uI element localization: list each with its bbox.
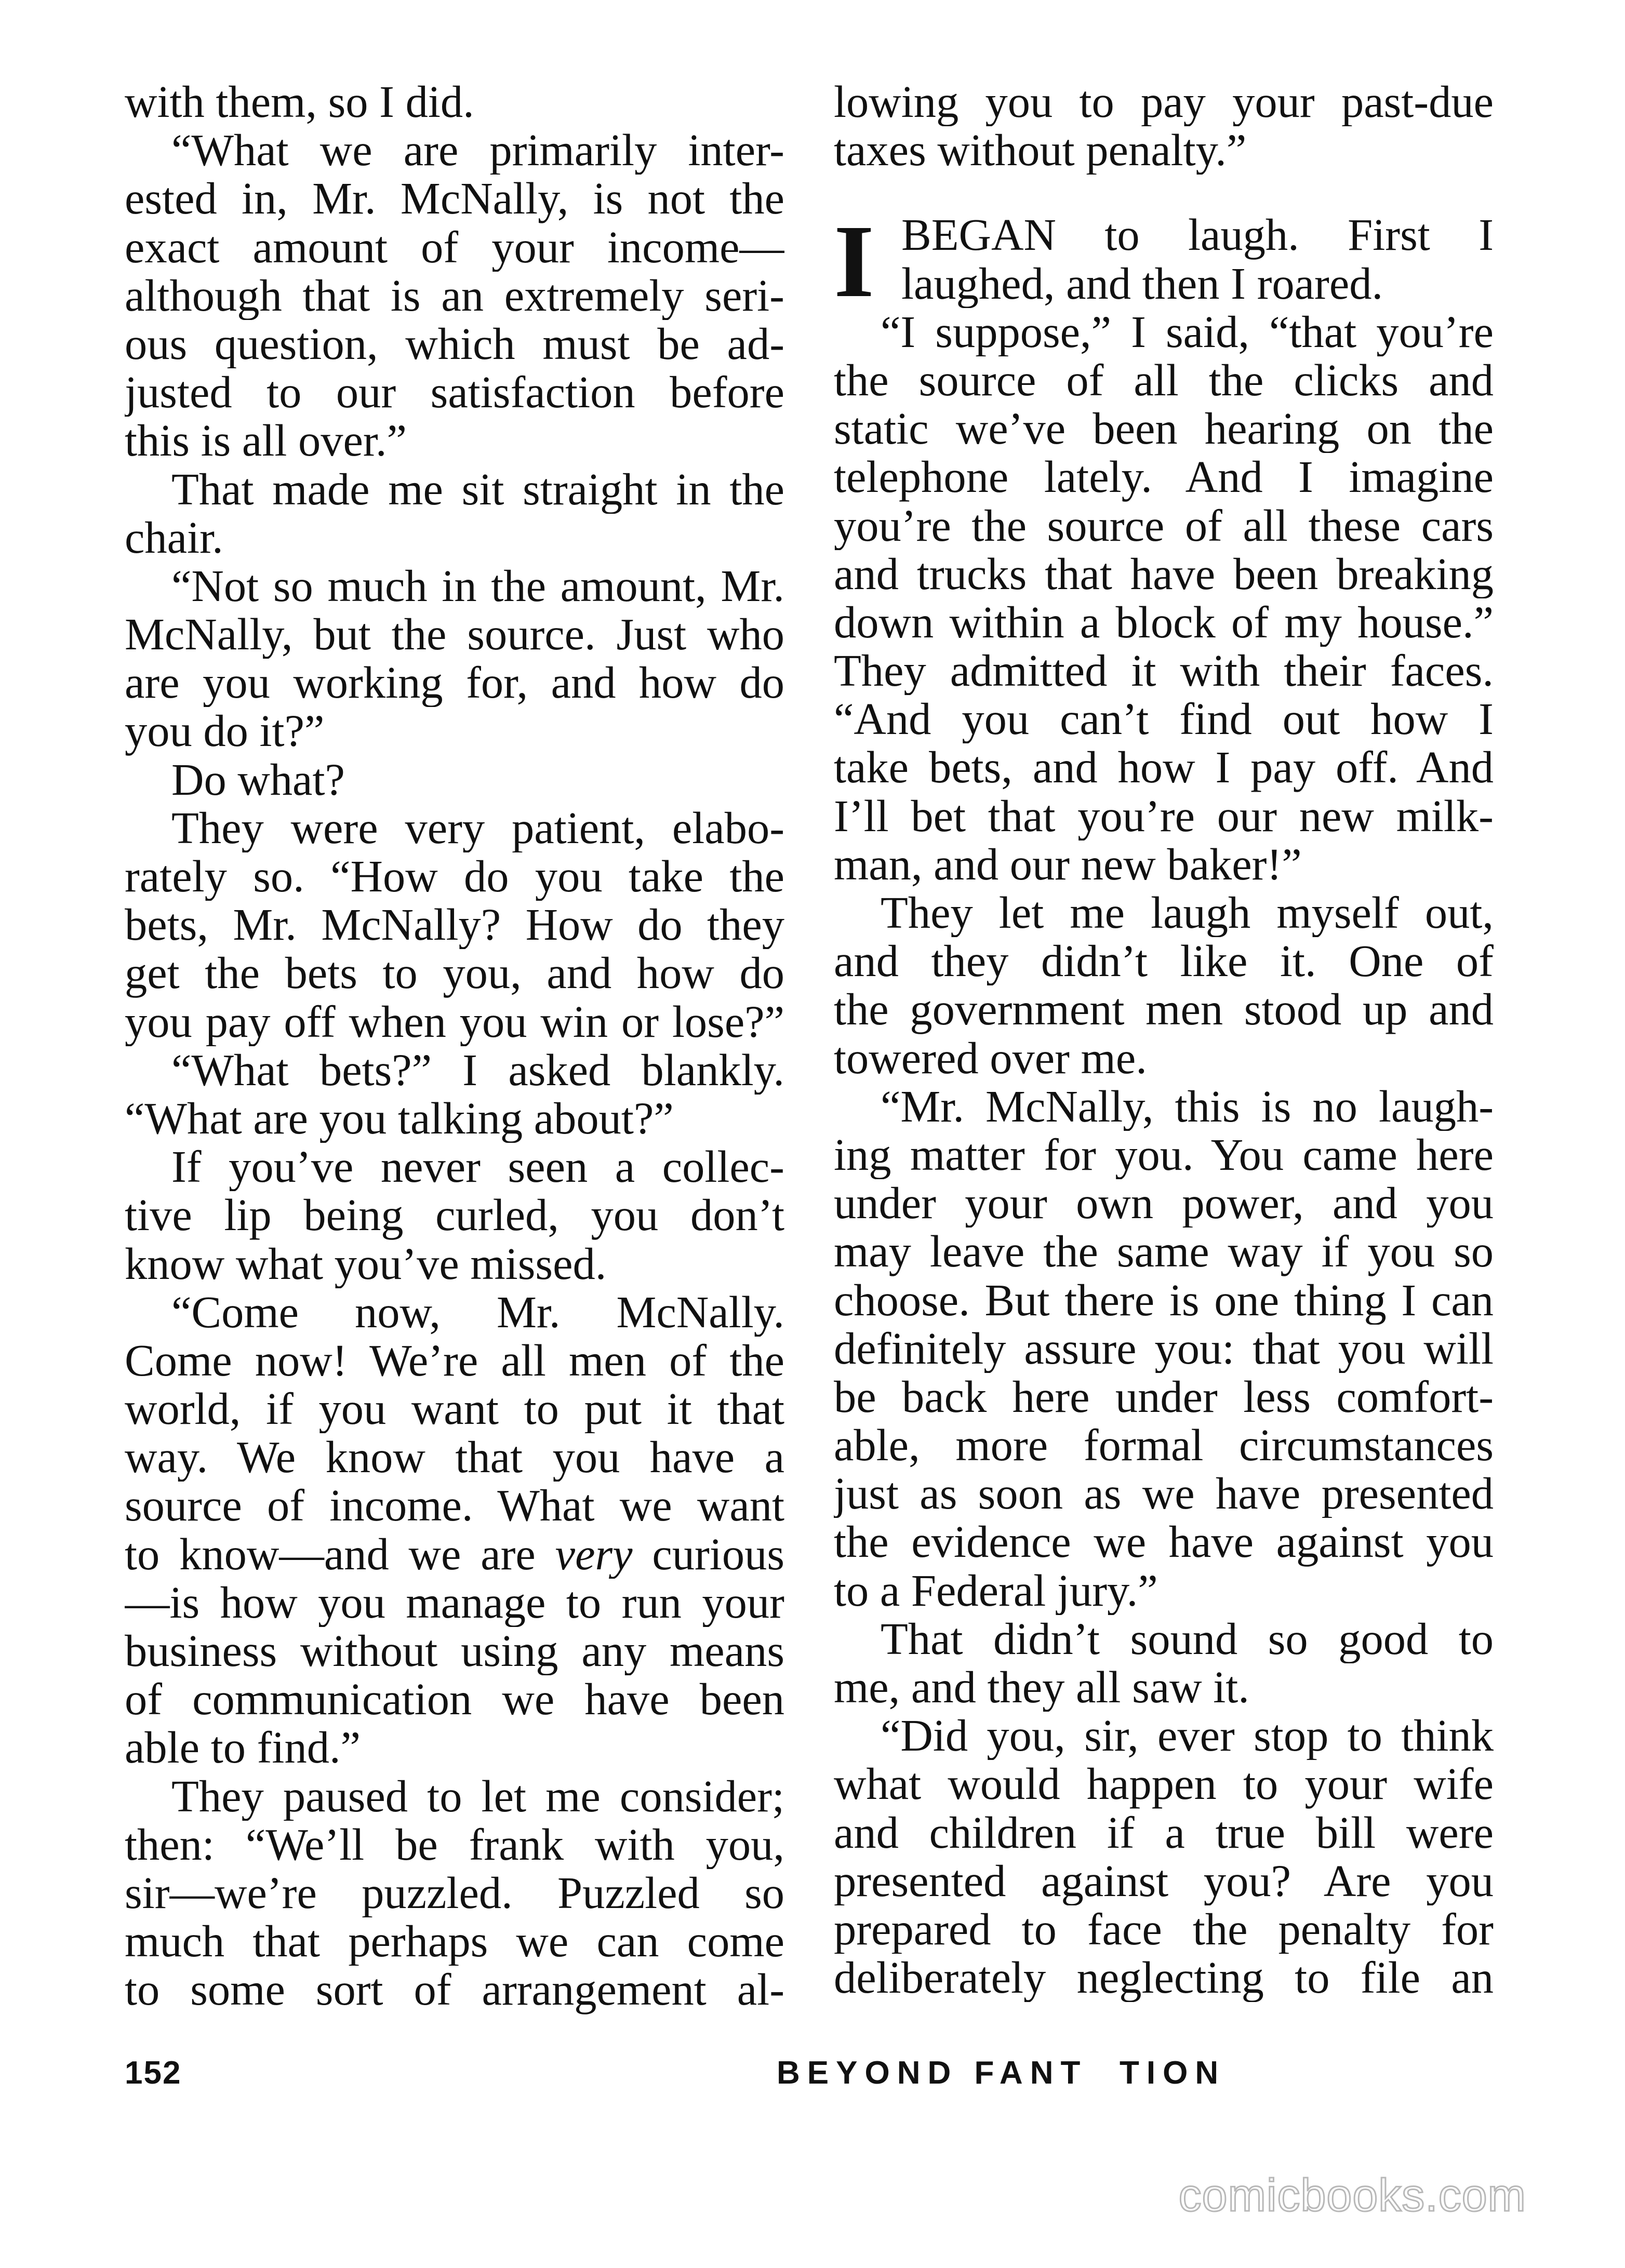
text-line: “Not so much in the amount, Mr. bbox=[171, 562, 784, 611]
text-line: presented against you? Are you bbox=[834, 1857, 1494, 1905]
text-line: you do it?” bbox=[125, 707, 325, 756]
dropcap-letter: I bbox=[834, 204, 874, 319]
text-line: and they didn’t like it. One of bbox=[834, 937, 1494, 986]
text-line: “I suppose,” I said, “that you’re bbox=[881, 308, 1494, 356]
text-line: and trucks that have been breaking bbox=[834, 550, 1494, 598]
dropcap-line-2: laughed, and then I roared. bbox=[901, 259, 1383, 308]
text-line: know what you’ve missed. bbox=[125, 1239, 607, 1288]
text-line: down within a block of my house.” bbox=[834, 598, 1494, 647]
text-line: If you’ve never seen a collec- bbox=[171, 1143, 784, 1192]
text-line: way. We know that you have a bbox=[125, 1433, 784, 1482]
text-line: “Did you, sir, ever stop to think bbox=[881, 1712, 1494, 1760]
text-line: able, more formal circumstances bbox=[834, 1421, 1494, 1470]
text-line: source of income. What we want bbox=[125, 1482, 784, 1530]
text-line: sir—we’re puzzled. Puzzled so bbox=[125, 1869, 784, 1918]
text-line: take bets, and how I pay off. And bbox=[834, 743, 1494, 792]
text-line: you’re the source of all these cars bbox=[834, 501, 1494, 550]
text-line: the government men stood up and bbox=[834, 985, 1494, 1034]
text-line: “What bets?” I asked blankly. bbox=[171, 1046, 784, 1095]
text-line: then: “We’ll be frank with you, bbox=[125, 1820, 784, 1869]
text-line: taxes without penalty.” bbox=[834, 126, 1247, 175]
text-line: I’ll bet that you’re our new milk- bbox=[834, 792, 1494, 841]
text-line: me, and they all saw it. bbox=[834, 1663, 1249, 1712]
text-line: chair. bbox=[125, 513, 223, 562]
text-line: and children if a true bill were bbox=[834, 1808, 1494, 1857]
text-line: ous question, which must be ad- bbox=[125, 319, 784, 369]
text-line: justed to our satisfaction before bbox=[125, 368, 784, 417]
text-line: “What we are primarily inter- bbox=[171, 126, 784, 175]
left-text-column bbox=[125, 78, 784, 2014]
text-line: —is how you manage to run your bbox=[125, 1578, 784, 1627]
magazine-title-tail: TION bbox=[1120, 2055, 1226, 2091]
text-line: rately so. “How do you take the bbox=[125, 852, 784, 901]
section-break-dropcap-paragraph bbox=[834, 204, 1494, 319]
text-line: They were very patient, elabo- bbox=[171, 804, 784, 852]
text-line: definitely assure you: that you will bbox=[834, 1324, 1494, 1373]
text-line: “Mr. McNally, this is no laugh- bbox=[881, 1082, 1494, 1131]
text-line: telephone lately. And I imagine bbox=[834, 453, 1494, 502]
text-line: may leave the same way if you so bbox=[834, 1228, 1494, 1276]
text-line: to some sort of arrangement al- bbox=[125, 1966, 784, 2014]
text-line: That didn’t sound so good to bbox=[881, 1615, 1494, 1663]
text-line: under your own power, and you bbox=[834, 1179, 1494, 1228]
text-line: towered over me. bbox=[834, 1034, 1147, 1083]
text-line: of communication we have been bbox=[125, 1675, 784, 1724]
text-line: much that perhaps we can come bbox=[125, 1917, 784, 1966]
text-line: “Come now, Mr. McNally. bbox=[171, 1288, 784, 1337]
text-line: tive lip being curled, you don’t bbox=[125, 1191, 784, 1240]
text-line: what would happen to your wife bbox=[834, 1760, 1494, 1809]
text-line: to a Federal jury.” bbox=[834, 1566, 1158, 1615]
text-line: business without using any means bbox=[125, 1627, 784, 1676]
text-line: with them, so I did. bbox=[125, 78, 474, 127]
emphasis: very bbox=[555, 1530, 633, 1579]
text-line: get the bets to you, and how do bbox=[125, 949, 784, 998]
text-line: just as soon as we have presented bbox=[834, 1470, 1494, 1518]
text-line: static we’ve been hearing on the bbox=[834, 405, 1494, 453]
text-line: That made me sit straight in the bbox=[171, 465, 784, 514]
text-line: Come now! We’re all men of the bbox=[125, 1336, 784, 1385]
text-line: although that is an extremely seri- bbox=[125, 271, 784, 320]
text-line: Do what? bbox=[171, 755, 345, 804]
text-line: man, and our new baker!” bbox=[834, 840, 1302, 889]
text-line: exact amount of your income— bbox=[125, 223, 784, 272]
text-line: ing matter for you. You came here bbox=[834, 1130, 1494, 1180]
page-number: 152 bbox=[125, 2055, 182, 2091]
text-line: “And you can’t find out how I bbox=[834, 695, 1494, 744]
text-line: ested in, Mr. McNally, is not the bbox=[125, 175, 784, 223]
dropcap-line-1: BEGAN to laugh. First I bbox=[901, 211, 1494, 260]
magazine-title-head: BEYOND FANT bbox=[777, 2055, 1088, 2091]
text-line: prepared to face the penalty for bbox=[834, 1905, 1494, 1954]
text-line: deliberately neglecting to file an bbox=[834, 1954, 1494, 2003]
text-line: “What are you talking about?” bbox=[125, 1094, 674, 1143]
text-line: this is all over.” bbox=[125, 417, 407, 465]
text-line: world, if you want to put it that bbox=[125, 1385, 784, 1434]
text-line: the evidence we have against you bbox=[834, 1518, 1494, 1567]
magazine-title-footer bbox=[777, 2054, 1226, 2096]
text-line: McNally, but the source. Just who bbox=[125, 610, 784, 659]
watermark-logo: comicbooks.com bbox=[1178, 2169, 1526, 2221]
text-line: the source of all the clicks and bbox=[834, 356, 1494, 405]
text-line: They paused to let me consider; bbox=[171, 1772, 784, 1821]
text-line: They admitted it with their faces. bbox=[834, 647, 1494, 696]
text-line: choose. But there is one thing I can bbox=[834, 1276, 1494, 1325]
text-line: bets, Mr. McNally? How do they bbox=[125, 901, 784, 950]
text-line: you pay off when you win or lose?” bbox=[125, 997, 784, 1046]
text-line: lowing you to pay your past-due bbox=[834, 78, 1494, 127]
text-line: to know—and we are very curious bbox=[125, 1530, 784, 1579]
text-line: They let me laugh myself out, bbox=[881, 889, 1494, 938]
text-line: be back here under less comfort- bbox=[834, 1372, 1494, 1422]
text-line: are you working for, and how do bbox=[125, 659, 784, 708]
right-text-column bbox=[834, 78, 1494, 2002]
text-line: able to find.” bbox=[125, 1724, 361, 1772]
